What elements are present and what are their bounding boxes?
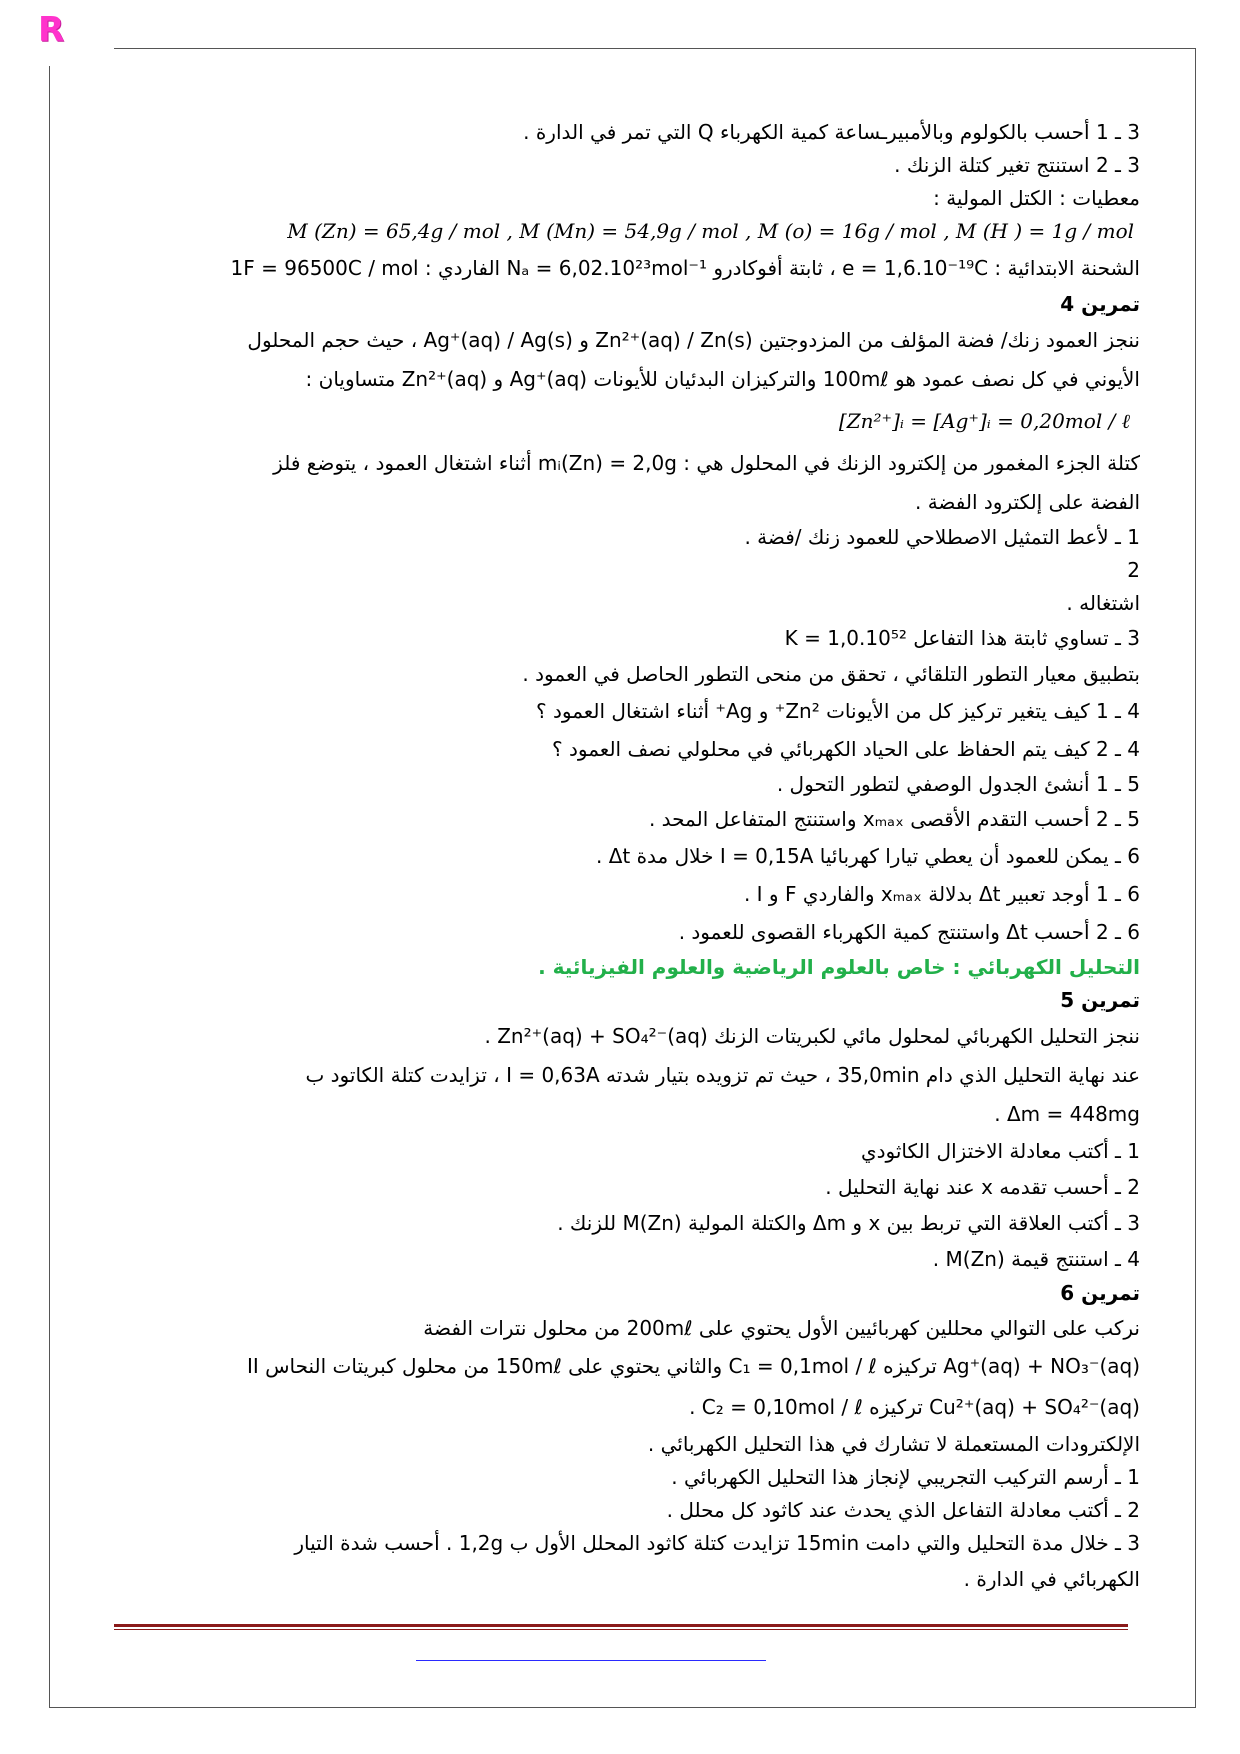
text-line: الشحنة الابتدائية : e = 1,6.10⁻¹⁹C ، ثابتة أفوكادرو Nₐ = 6,02.10²³mol⁻¹ الفاردي : 1F = 96500C / mol (230, 256, 1140, 280)
text-line: 2 ـ أكتب معادلة التفاعل الذي يحدث عند كاثود كل محلل . (666, 1498, 1140, 1522)
text-line: 6 ـ يمكن للعمود أن يعطي تيارا كهربائيا I = 0,15A خلال مدة Δt . (595, 844, 1140, 868)
text-line: اشتغاله . (1066, 591, 1140, 615)
text-line: ننجز العمود زنك/ فضة المؤلف من المزدوجتين Zn²⁺(aq) / Zn(s) و Ag⁺(aq) / Ag(s) ، حيث حجم المحلول (247, 328, 1140, 352)
footer-rule-thick (114, 1624, 1128, 1627)
text-line: معطيات : الكتل المولية : (933, 186, 1140, 210)
text-line: 5 ـ 2 أحسب التقدم الأقصى xₘₐₓ واستنتج المتفاعل المحد . (648, 807, 1140, 831)
formula-line: [Zn²⁺]ᵢ = [Ag⁺]ᵢ = 0,20mol / ℓ (838, 409, 1130, 433)
text-line: ننجز التحليل الكهربائي لمحلول مائي لكبريتات الزنك Zn²⁺(aq) + SO₄²⁻(aq) . (484, 1024, 1140, 1048)
text-line: الأيوني في كل نصف عمود هو 100mℓ والتركيزان البدئيان للأيونات Ag⁺(aq) و Zn²⁺(aq) متساويان : (305, 367, 1140, 391)
text-line: 4 ـ 1 كيف يتغير تركيز كل من الأيونات Zn²⁺ و Ag⁺ أثناء اشتغال العمود ؟ (536, 699, 1140, 723)
logo: R (38, 10, 65, 50)
text-line: الفضة على إلكترود الفضة . (914, 490, 1140, 514)
document-body (140, 116, 1140, 1598)
text-line: 3 ـ 2 استنتج تغير كتلة الزنك . (894, 153, 1140, 177)
text-line: الكهربائي في الدارة . (963, 1567, 1140, 1591)
exercise-heading: تمرين 6 (1060, 1281, 1140, 1305)
frame-right-rule (1195, 48, 1196, 1708)
frame-left-rule (49, 66, 50, 1708)
text-line: Cu²⁺(aq) + SO₄²⁻(aq) تركيزه C₂ = 0,10mol / ℓ . (689, 1395, 1140, 1419)
text-line: 1 ـ أكتب معادلة الاختزال الكاثودي (860, 1139, 1140, 1163)
footer-rule-thin (114, 1629, 1128, 1630)
text-line: 1 ـ أرسم التركيب التجريبي لإنجاز هذا التحليل الكهربائي . (671, 1465, 1140, 1489)
text-line: Ag⁺(aq) + NO₃⁻(aq) تركيزه C₁ = 0,1mol / ℓ والثاني يحتوي على 150mℓ من محلول كبريتات النحاس II (246, 1354, 1140, 1378)
text-line: 2 (1127, 558, 1140, 582)
text-line: عند نهاية التحليل الذي دام 35,0min ، حيث تم تزويده بتيار شدته I = 0,63A ، تزايدت كتلة الكاتود ب (305, 1063, 1140, 1087)
text-line: 6 ـ 2 أحسب Δt واستنتج كمية الكهرباء القصوى للعمود . (678, 920, 1140, 944)
text-line: 4 ـ استنتج قيمة M(Zn) . (932, 1247, 1140, 1271)
text-line: 3 ـ أكتب العلاقة التي تربط بين x و Δm والكتلة المولية M(Zn) للزنك . (557, 1211, 1140, 1235)
exercise-heading: تمرين 5 (1060, 988, 1140, 1012)
text-line: 1 ـ لأعط التمثيل الاصطلاحي للعمود زنك /فضة . (744, 525, 1140, 549)
formula-line: M (Zn) = 65,4g / mol , M (Mn) = 54,9g / mol , M (o) = 16g / mol , M (H ) = 1g / mol (287, 219, 1134, 243)
text-line: Δm = 448mg . (994, 1102, 1140, 1126)
text-line: 4 ـ 2 كيف يتم الحفاظ على الحياد الكهربائي في محلولي نصف العمود ؟ (552, 737, 1140, 761)
footer-link-underline (416, 1660, 766, 1661)
text-line: 5 ـ 1 أنشئ الجدول الوصفي لتطور التحول . (776, 772, 1140, 796)
text-line: 3 ـ 1 أحسب بالكولوم وبالأمبيرـساعة كمية الكهرباء Q التي تمر في الدارة . (523, 120, 1140, 144)
text-line: 2 ـ أحسب تقدمه x عند نهاية التحليل . (825, 1175, 1140, 1199)
text-line: 6 ـ 1 أوجد تعبير Δt بدلالة xₘₐₓ والفاردي F و I . (743, 882, 1140, 906)
text-line: كتلة الجزء المغمور من إلكترود الزنك في المحلول هي : mᵢ(Zn) = 2,0g أثناء اشتغال العمود ، يتوضع فلز (273, 451, 1140, 475)
section-title: التحليل الكهربائي : خاص بالعلوم الرياضية والعلوم الفيزيائية . (538, 955, 1140, 979)
text-line: نركب على التوالي محللين كهربائيين الأول يحتوي على 200mℓ من محلول نترات الفضة (423, 1316, 1140, 1340)
text-line: 3 ـ خلال مدة التحليل والتي دامت 15min تزايدت كتلة كاثود المحلل الأول ب 1,2g . أحسب شدة التيار (294, 1531, 1140, 1555)
text-line: بتطبيق معيار التطور التلقائي ، تحقق من منحى التطور الحاصل في العمود . (522, 662, 1140, 686)
text-line: 3 ـ تساوي ثابتة هذا التفاعل K = 1,0.10⁵² (784, 626, 1140, 650)
exercise-heading: تمرين 4 (1060, 292, 1140, 316)
top-rule (114, 48, 1196, 49)
frame-bottom-rule (49, 1707, 1196, 1708)
text-line: الإلكترودات المستعملة لا تشارك في هذا التحليل الكهربائي . (647, 1432, 1140, 1456)
